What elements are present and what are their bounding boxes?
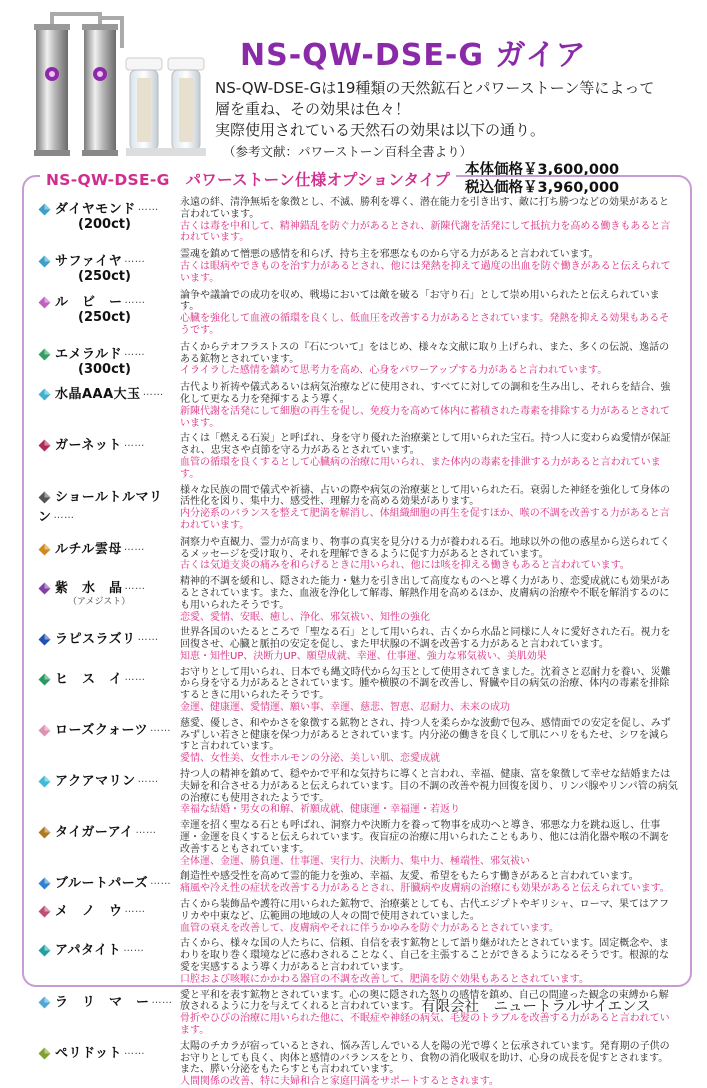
stone-health-text: 心臓を強化して血液の循環を良くし、低血圧を改善する力があるとされています。発熱を抑える効果もあるそうです。 [180,313,670,336]
stone-effect-text: 世界各国のいたるところで「聖なる石」として用いられ、古くから水晶と同様に人々に愛好された石。視力を回復させ、心臓と脈拍の安定を促し、また甲状腺の不調を改善する力があると言われています。 [180,627,671,651]
gem-icon [38,294,51,307]
stone-health-text: 知恵・知性UP、決断力UP、願望成就、幸運、仕事運、強力な邪気祓い、美肌効果 [180,650,547,662]
stone-effect-text: 古くから、様々な国の人たちに、信頼、自信を表す鉱物として語り継がれたとされています。固定概念や、まわりを取り巻く環境などに惑わされることなく、自己を主張することができるようになるそうです。根源的な愛を実感するよう導く力があると言われています。 [180,938,669,974]
leader-dots: …… [123,541,145,553]
stone-description [180,1041,678,1088]
stone-name: アパタイト [55,943,122,959]
stone-entry [38,769,678,816]
stone-entry [38,537,678,572]
gem-icon [38,346,51,359]
stone-name: サファイヤ [55,254,123,270]
stone-name: ガーネット [55,438,122,454]
stone-effect-text: 古代より祈祷や儀式あるいは病気治療などに使用され、すべてに対しての調和を生み出し、それらを結合、強化して更なる力を発揮するよう導く。 [180,382,671,405]
leader-dots: …… [137,774,159,786]
stone-subtitle: (250ct) [78,309,131,325]
stone-name-col [38,290,176,326]
leader-dots: …… [53,509,75,521]
stone-name-col [38,537,176,557]
stone-effect-text: 持つ人の精神を鎮めて、穏やかで平和な気持ちに導くと言われ、幸福、健康、富を象徴して幸せな結婚または夫婦を和合させる力があると伝えられています。目の不調の改善や視力回復を図り、リンパ腺やリンパ管の病気の治療にも使用されたようです。 [180,769,678,804]
stone-name: ブルートパーズ [55,876,149,892]
stone-name-col [38,249,176,285]
stone-description [180,382,678,429]
stone-name: 水晶AAA大玉 [55,387,141,403]
stone-effect-text: 愛と平和を表す鉱物とされています。心の奥に隠された怒りの感情を鎮め、自己の間違った観念の束縛から解放されるように力を与えてくれると言われています。 [180,989,669,1013]
stone-subtitle: （アメジスト） [68,597,131,608]
stone-effect-text: 慈愛、優しさ、和やかさを象徴する鉱物とされ、持つ人を柔らかな波動で包み、感情面での安定を促し、みずみずしい若さと健康を保つ力があるとされています。内分泌の働きを良くして肌にハリをもたせ、シワを減らすと言われています。 [180,717,671,753]
stone-subtitle: (250ct) [78,269,131,285]
stone-health-text: 古くは気道支炎の痛みを和らげるときに用いられ、他には咳を抑える働きもあると言われています。 [180,560,630,572]
intro-line: NS-QW-DSE-Gは19種類の天然鉱石とパワーストーン等によって [215,79,655,97]
stone-description [180,938,678,985]
stone-health-text: 古くは眼病やできものを治す力があるとされ、他には発熱を抑えて過度の出血を防ぐ働きがあると伝えられています。 [180,260,671,284]
leader-dots: …… [124,904,146,916]
stone-name: ローズクォーツ [55,722,148,738]
leader-dots: …… [150,876,172,888]
section-title: NS-QW-DSE-G パワーストーン仕様オプションタイプ [40,168,456,190]
leader-dots: …… [149,722,171,734]
stone-name: ヒ ス イ [55,671,123,687]
stone-entry [38,899,678,934]
leader-dots: …… [124,294,146,306]
stone-health-text: 新陳代謝を活発にして細胞の再生を促し、免疫力を高めて体内に蓄積された毒素を排除する力があるとされています。 [180,405,670,429]
stone-entry [38,576,678,623]
leader-dots: …… [151,994,173,1006]
leader-dots: …… [142,387,164,399]
stone-name-col [38,990,176,1010]
stone-effect-text: 古くから装飾品や護符に用いられた鉱物で、治療薬としても、古代エジプトやギリシャ、ローマ、果てはアフリカや中東など、広範囲の地域の人々の間で使用されていました。 [180,899,669,922]
stone-effect-text: 洞察力や直観力、霊力が高まり、物事の真実を見分ける力が養われる石。地球以外の他の惑星から送られてくるメッセージを受け取り、それを理解できるように促す力があるとされています。 [180,536,670,560]
stone-entry [38,342,678,377]
stone-name-col [38,627,176,647]
leader-dots: …… [123,1045,145,1057]
price-tax: 税込価格￥3,960,000 [465,180,620,196]
stone-entry [38,433,678,480]
gem-icon [38,671,51,684]
stone-name: ダイヤモンド [55,202,136,217]
page-title: NS-QW-DSE-G ガイア [240,38,587,73]
stone-description [180,820,678,867]
stone-entry [38,871,678,895]
stone-name-col [38,576,176,608]
stone-name: ラピスラズリ [55,632,136,648]
stone-description [180,769,678,816]
stone-name-col [38,485,176,525]
stone-effect-text: 太陽のチカラが宿っているとされ、悩み苦しんでいる人を陽の光で導くと伝承されています。発育期の子供のお守りとしても良く、肉体と感情のバランスをとり、食物の消化吸収を助け、心身の成長を促すとされます。また、膵い分泌をもたらすとも言われています。 [180,1040,670,1076]
gem-icon [38,386,51,399]
stone-name: ルチル雲母 [55,541,122,557]
intro-line: 層を重ね、その効果は色々！ [215,100,411,118]
leader-dots: …… [124,671,146,683]
stone-name-col [38,667,176,687]
stone-health-text: 恋愛、愛情、安眠、癒し、浄化、邪気祓い、知性の強化 [180,611,430,623]
stone-description [180,485,678,532]
stone-name-col [38,871,176,891]
stone-description [180,197,678,244]
stone-health-text: 幸福な結婚・男女の和解、祈願成就、健康運・幸福運・若返り [180,804,460,816]
product-image [22,8,220,166]
gem-icon [38,201,51,214]
stone-name: ラ リ マ ー [55,994,150,1010]
stone-effect-text: 精神的不調を緩和し、隠された能力・魅力を引き出して高度なものへと導く力があり、恋愛成就にも効果があるとされています。また、血液を浄化して解毒、解熱作用を高めるほか、皮膚病の治療や不眠を解消するのにも用いられたそうです。 [180,576,670,611]
stone-description [180,433,678,480]
gem-icon [38,253,51,266]
stone-name-col [38,820,176,840]
gem-icon [38,903,51,916]
stone-effect-text: 古くからテオフラストスの『石について』をはじめ、様々な文献に取り上げられ、また、多くの伝説、逸話のある鉱物とされています。 [180,341,670,365]
stone-effect-text: 幸運を招く聖なる石とも呼ばれ、洞察力や決断力を養って物事を成功へと導き、邪悪な力を跳ね返し、仕事運・金運を良くすると伝えられています。夜盲症の治療に用いられたこともあり、他には消化器や喉の不調を改善するともされています。 [180,820,670,855]
stone-description [180,576,678,623]
stone-entry [38,820,678,867]
stone-entry [38,249,678,284]
stone-health-text: 痛風や冷え性の症状を改善する力があるとされ、肝臓病や皮膚病の治療にも効果があると伝えられています。 [180,883,670,895]
stone-name: 紫 水 晶 [55,581,123,597]
stone-effect-text: 論争や議論での成功を収め、戦場においては敵を破る「お守り石」として崇め用いられたと伝えられています。 [180,289,660,313]
stone-entry [38,1041,678,1088]
stone-list [38,197,678,1088]
gem-icon [38,631,51,644]
stone-health-text: 血管の循環を良くするとして心臓病の治療に用いられ、また体内の毒素を排泄する力があると言われています。 [180,456,661,480]
stone-effect-text: 様々な民族の間で儀式や祈禱、占いの際や病気の治療薬として用いられた石。衰弱した神経を強化して身体の活性化を図り、集中力、感受性、理解力を高める効果があります。 [180,484,670,508]
leader-dots: …… [135,825,157,837]
stone-health-text: 血管の衰えを改善して、皮膚病やそれに伴うかゆみを防ぐ力があるとされています。 [180,922,559,934]
stone-health-text: イライラした感情を鎮めて思考力を高め、心身をパワーアップする力があると言われています。 [180,365,608,377]
stone-name: ル ビ ー [55,294,123,310]
stone-description [180,899,678,934]
stone-name-col [38,938,176,958]
stone-health-text: 愛情、女性美、女性ホルモンの分泌、美しい肌、恋愛成就 [180,753,440,765]
price-base: 本体価格￥3,600,000 [465,162,620,178]
stone-name: ペリドット [55,1045,122,1061]
intro-line: 実際使用されている天然石の効果は以下の通り。 [215,121,546,139]
stone-name-col [38,769,176,789]
stone-health-text: 全体運、金運、勝負運、仕事運、実行力、決断力、集中力、極端性、邪気祓い [180,855,530,867]
company-name: 有限会社 ニュートラルサイエンス [421,999,651,1015]
stone-effect-text: 古くは「燃える石炭」と呼ばれ、身を守り優れた治療薬として用いられた宝石。持つ人に変わらぬ愛情が保証され、忠実さや貞節を守る力があるとされています。 [180,433,671,457]
leader-dots: …… [124,254,146,266]
stone-subtitle: (300ct) [78,361,131,377]
stone-entry [38,485,678,532]
gem-icon [38,1045,51,1058]
stone-entry [38,290,678,337]
stone-entry [38,938,678,985]
stone-name: メ ノ ウ [55,904,123,920]
stone-entry [38,627,678,662]
stone-description [180,718,678,765]
stone-health-text: 人間関係の改善、特に夫婦和合と家庭円満をサポートするとされます。 [180,1076,499,1088]
stone-entry [38,667,678,714]
stone-name-col [38,382,176,402]
stone-effect-text: 創造性や感受性を高めて霊的能力を強め、幸福、友愛、希望をもたらす働きがあると言われています。 [180,871,639,883]
reference-note: （参考文献：パワーストーン百科全書より） [223,144,473,159]
leader-dots: …… [137,632,159,644]
leader-dots: …… [124,346,146,358]
intro-text [215,78,685,162]
stone-entry [38,382,678,429]
gem-icon [38,580,51,593]
stone-name-col [38,197,176,233]
stone-name: エメラルド [55,346,123,362]
stone-entry [38,718,678,765]
stone-effect-text: 永遠の絆、清浄無垢を象徴とし、不滅、勝利を導く、潜在能力を引き出す、敵に打ち勝つなどの効果があると言われています。 [180,197,669,220]
stone-description [180,249,678,284]
stone-name-col [38,1041,176,1061]
gem-icon [38,875,51,888]
stone-health-text: 古くは毒を中和して、精神錯乱を防ぐ力があるとされ、新陳代謝を活発にして抵抗力を高める働きもあると言われています。 [180,220,671,244]
stone-name: アクアマリン [55,774,136,790]
stone-name: タイガーアイ [55,825,134,841]
leader-dots: …… [123,943,145,955]
stone-name-col [38,433,176,453]
stone-name-col [38,342,176,378]
stone-description [180,667,678,714]
stone-effect-text: 霊魂を鎮めて憎悪の感情を和らげ、持ち主を邪悪なものから守る力があると言われています。 [180,249,599,261]
gem-icon [38,722,51,735]
stone-entry [38,197,678,244]
gem-icon [38,541,51,554]
stone-health-text: 骨折やひびの治療に用いられた他に、不眠症や神経の病気、毛髪のトラブルを改善する力があると言われています。 [180,1013,670,1036]
leader-dots: …… [124,581,146,593]
stone-name-col [38,899,176,919]
stone-effect-text: お守りとして用いられ、日本でも縄文時代から勾玉として使用されてきました。沈着さと忍耐力を養い、災難から身を守る力があるとされています。腫や横膜の不調を改善し、腎臓や目の病気の治療、体内の毒素を排除するときに用いられたそうです。 [180,666,671,702]
stone-name-col [38,718,176,738]
leader-dots: …… [137,202,159,213]
gem-icon [38,489,51,502]
gem-icon [38,994,51,1007]
stone-name: ショールトルマリン [38,489,163,525]
stone-health-text: 内分泌系のバランスを整えて肥満を解消し、体組織細胞の再生を促すほか、喉の不調を改善する力があると言われています。 [180,508,670,531]
stone-health-text: 金運、健康運、愛情運、願い事、幸運、慈悲、智恵、忍耐力、未来の成功 [180,702,510,714]
stone-description [180,537,678,572]
gem-icon [38,824,51,837]
gem-icon [38,773,51,786]
gem-icon [38,437,51,450]
stone-description [180,290,678,337]
stone-description [180,627,678,662]
stone-description [180,871,678,895]
stone-subtitle: (200ct) [78,217,131,232]
stone-description [180,342,678,377]
leader-dots: …… [123,438,145,450]
gem-icon [38,942,51,955]
stone-health-text: 口腔および咳喉にかかわる器官の不調を改善して、肥満を防ぐ効果もあるとされています。 [180,973,589,985]
